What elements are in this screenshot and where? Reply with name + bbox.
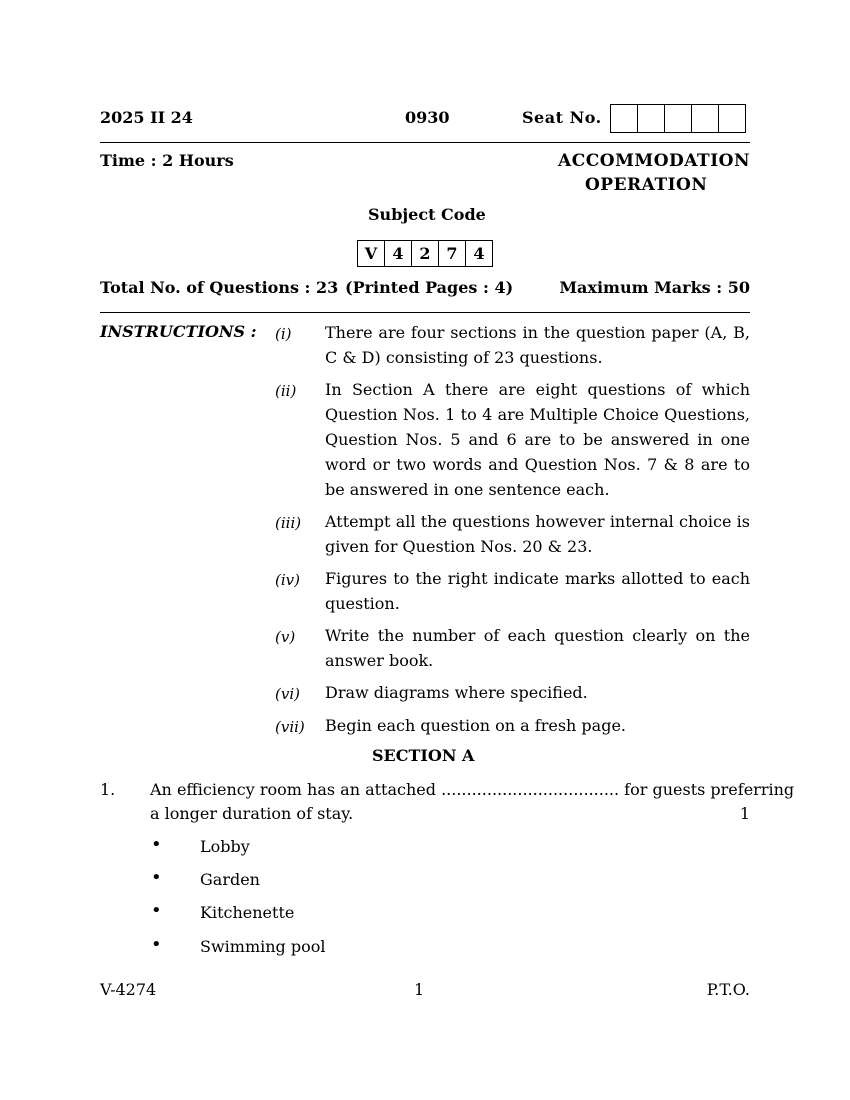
total-questions: Total No. of Questions : 23 (100, 278, 339, 297)
instructions-label: INSTRUCTIONS : (100, 322, 257, 341)
paper-code: 2025 II 24 (100, 108, 193, 127)
instruction-number: (iv) (275, 571, 300, 589)
question-text-line2: a longer duration of stay. (150, 804, 354, 823)
seat-number-boxes[interactable] (610, 104, 746, 133)
option-item: Kitchenette (200, 903, 295, 922)
code-char: 7 (439, 241, 466, 266)
title-line1: ACCOMMODATION (558, 151, 750, 171)
instruction-text: Attempt all the questions however internal choice is given for Question Nos. 20 & 23. (325, 512, 750, 556)
seat-box[interactable] (692, 105, 719, 132)
bullet-icon: • (151, 900, 162, 921)
header-divider (100, 142, 750, 143)
instruction-number: (vi) (275, 685, 300, 703)
printed-pages: (Printed Pages : 4) (345, 278, 514, 297)
instruction-number: (i) (275, 325, 292, 343)
seat-box[interactable] (719, 105, 745, 132)
bullet-icon: • (151, 934, 162, 955)
maximum-marks: Maximum Marks : 50 (559, 278, 750, 297)
instruction-text: Begin each question on a fresh page. (325, 716, 626, 735)
subject-code-label: Subject Code (368, 205, 486, 224)
seat-box[interactable] (638, 105, 665, 132)
instructions-divider (100, 312, 750, 313)
option-item: Garden (200, 870, 260, 889)
pto-label: P.T.O. (706, 980, 750, 999)
page-number: 1 (414, 980, 425, 999)
instruction-text: Draw diagrams where specified. (325, 683, 588, 702)
instruction-text: There are four sections in the question paper (A, B, C & D) consisting of 23 questions. (325, 323, 750, 367)
question-marks: 1 (739, 804, 750, 823)
bullet-icon: • (151, 834, 162, 855)
instruction-number: (v) (275, 628, 296, 646)
section-title: SECTION A (372, 746, 475, 765)
time-label: Time : 2 Hours (100, 151, 234, 170)
option-item: Swimming pool (200, 937, 326, 956)
question-text-line1: An efficiency room has an attached ................................... for guests preferring (150, 780, 795, 799)
bullet-icon: • (151, 867, 162, 888)
code-char: 4 (473, 244, 485, 263)
subject-code-boxes (357, 240, 493, 267)
footer-code: V-4274 (100, 980, 157, 999)
instruction-text: Figures to the right indicate marks allotted to each question. (325, 569, 750, 613)
seat-label: Seat No. (522, 108, 602, 127)
option-item: Lobby (200, 837, 250, 856)
instruction-number: (vii) (275, 718, 305, 736)
center-code: 0930 (405, 108, 450, 127)
seat-box[interactable] (665, 105, 692, 132)
instruction-number: (ii) (275, 382, 297, 400)
instruction-number: (iii) (275, 514, 302, 532)
code-char: 2 (412, 241, 439, 266)
seat-box[interactable] (611, 105, 638, 132)
instruction-text: In Section A there are eight questions of which Question Nos. 1 to 4 are Multiple Choice Questions, Question Nos. 5 and 6 are to be answered in one word or two words and Question Nos. 7 & 8 are to be answered in one sentence each. (325, 380, 750, 499)
code-char: 4 (385, 241, 412, 266)
question-number: 1. (100, 780, 116, 799)
instruction-text: Write the number of each question clearly on the answer book. (325, 626, 750, 670)
title-line2: OPERATION (585, 175, 708, 195)
code-char: V (358, 241, 385, 266)
